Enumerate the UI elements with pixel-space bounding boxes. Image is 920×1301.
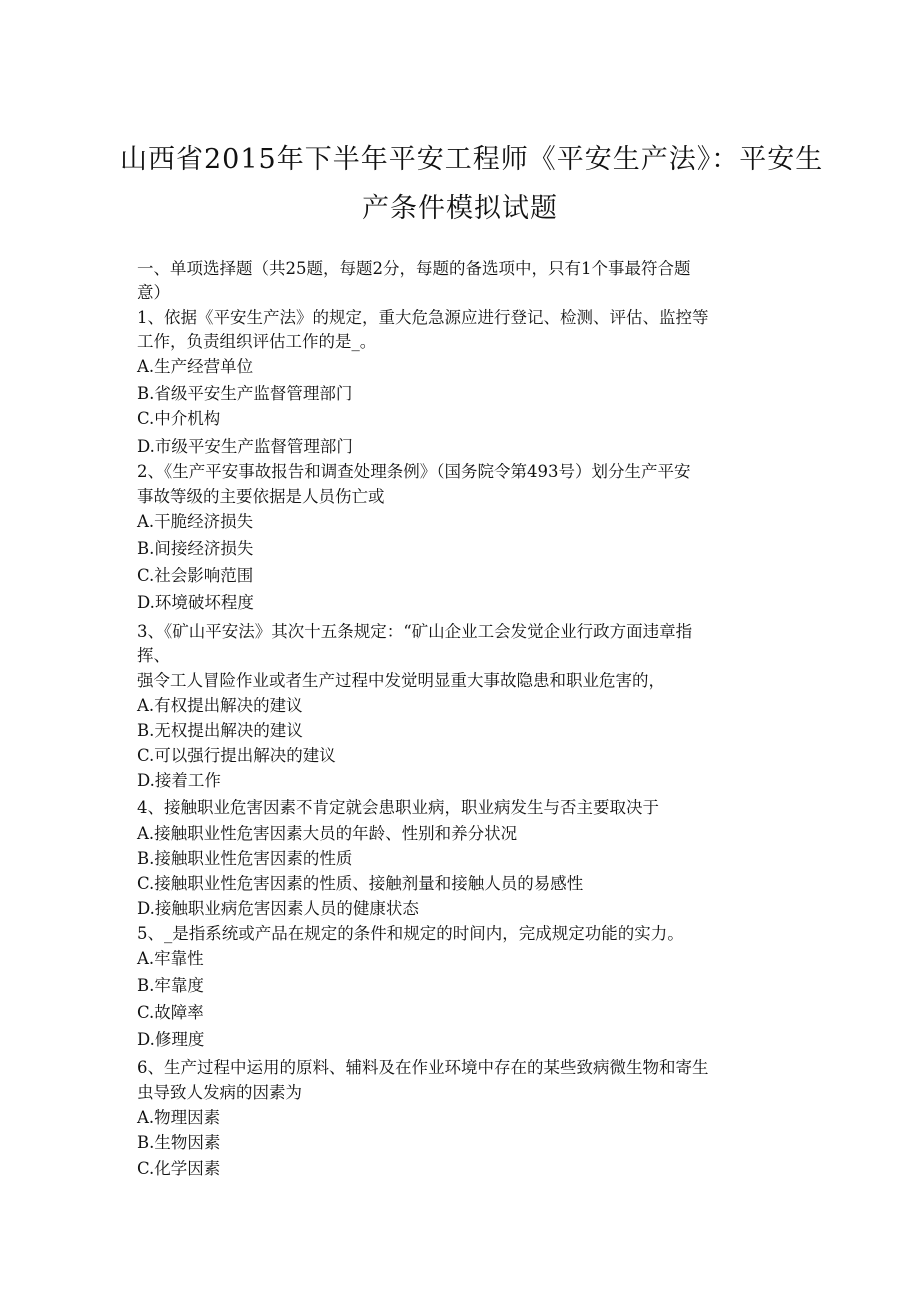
- question-4-option-a: A.接触职业性危害因素大员的年龄、性别和养分状况: [137, 824, 518, 843]
- section-heading-line-1: 一、单项选择题（共25题，每题2分，每题的备选项中，只有1个事最符合题: [137, 259, 691, 278]
- question-4-option-c: C.接触职业性危害因素的性质、接触剂量和接触人员的易感性: [137, 874, 584, 893]
- document-title-line-1: 山西省2015年下半年平安工程师《平安生产法》：平安生: [120, 144, 824, 175]
- question-2-stem-line-2: 事故等级的主要依据是人员伤亡或: [137, 487, 385, 506]
- document-title-line-2: 产条件模拟试题: [362, 193, 558, 224]
- question-3-option-d: D.接着工作: [137, 771, 221, 790]
- question-3-option-a: A.有权提出解决的建议: [137, 696, 303, 715]
- question-3-option-c: C.可以强行提出解决的建议: [137, 746, 336, 765]
- question-6-stem-line-2: 虫导致人发病的因素为: [137, 1083, 302, 1102]
- question-3-option-b: B.无权提出解决的建议: [137, 721, 303, 740]
- question-2-option-b: B.间接经济损失: [137, 539, 254, 558]
- question-4-option-b: B.接触职业性危害因素的性质: [137, 849, 353, 868]
- question-4-option-d: D.接触职业病危害因素人员的健康状态: [137, 899, 419, 918]
- question-5-option-b: B.牢靠度: [137, 976, 204, 995]
- question-3-stem-line-3: 强令工人冒险作业或者生产过程中发觉明显重大事故隐患和职业危害的，: [137, 671, 665, 690]
- question-1-option-c: C.中介机构: [137, 409, 221, 428]
- question-5-option-a: A.牢靠性: [137, 949, 204, 968]
- question-2-option-d: D.环境破坏程度: [137, 593, 254, 612]
- section-heading-line-2: 意）: [137, 283, 170, 302]
- question-3-stem-line-1: 3、《矿山平安法》其次十五条规定：“矿山企业工会发觉企业行政方面违章指: [137, 622, 693, 641]
- question-5-stem-line-1: 5、_是指系统或产品在规定的条件和规定的时间内，完成规定功能的实力。: [137, 924, 684, 943]
- question-6-option-a: A.物理因素: [137, 1108, 221, 1127]
- question-1-option-b: B.省级平安生产监督管理部门: [137, 384, 353, 403]
- question-6-option-c: C.化学因素: [137, 1159, 221, 1178]
- question-1-stem-line-2: 工作，负责组织评估工作的是_。: [137, 332, 377, 351]
- question-2-stem-line-1: 2、《生产平安事故报告和调查处理条例》（国务院令第493号）划分生产平安: [137, 462, 691, 481]
- question-2-option-a: A.干脆经济损失: [137, 512, 254, 531]
- question-3-stem-line-2: 挥、: [137, 646, 170, 665]
- question-1-option-d: D.市级平安生产监督管理部门: [137, 437, 353, 456]
- question-2-option-c: C.社会影响范围: [137, 566, 254, 585]
- question-5-option-c: C.故障率: [137, 1003, 204, 1022]
- question-6-stem-line-1: 6、生产过程中运用的原料、辅料及在作业环境中存在的某些致病微生物和寄生: [137, 1058, 709, 1077]
- question-1-option-a: A.生产经营单位: [137, 357, 254, 376]
- question-5-option-d: D.修理度: [137, 1030, 205, 1049]
- question-4-stem-line-1: 4、接触职业危害因素不肯定就会患职业病，职业病发生与否主要取决于: [137, 798, 659, 817]
- question-6-option-b: B.生物因素: [137, 1133, 221, 1152]
- question-1-stem-line-1: 1、依据《平安生产法》的规定，重大危急源应进行登记、检测、评估、监控等: [137, 308, 709, 327]
